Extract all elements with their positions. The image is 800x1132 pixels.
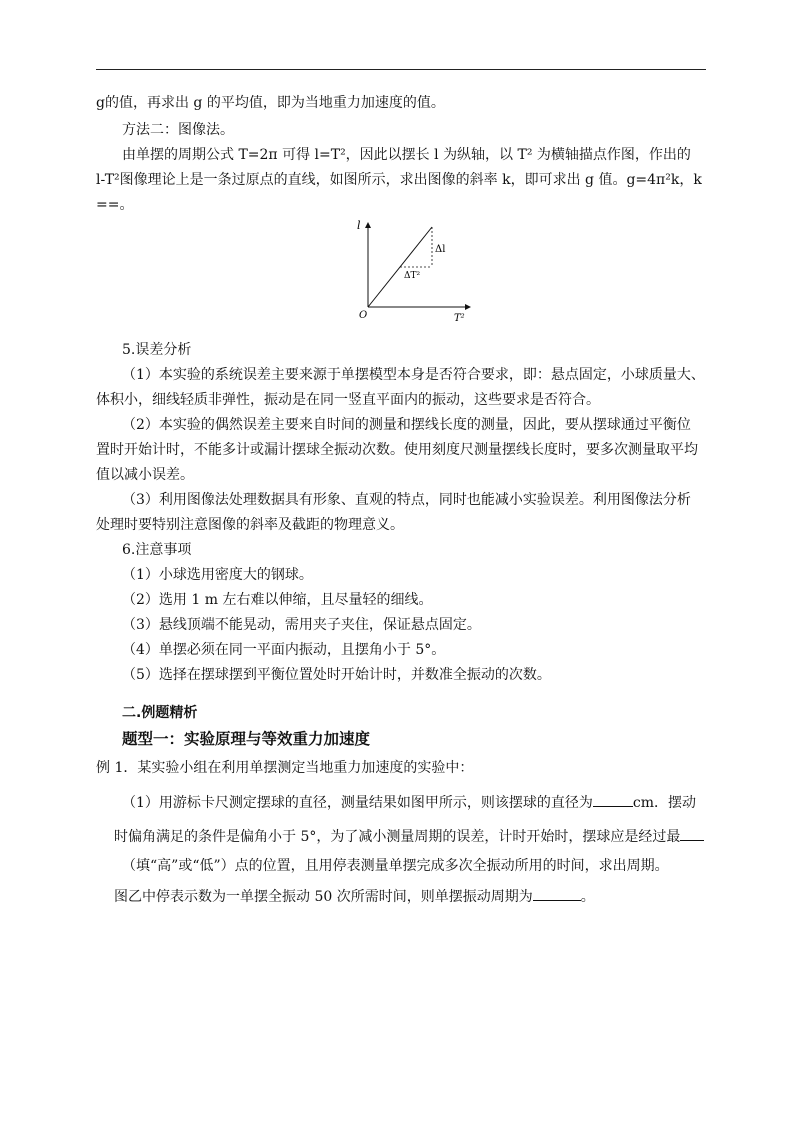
note-item-5: （5）选择在摆球摆到平衡位置处时开始计时，并数准全振动的次数。 xyxy=(122,667,551,683)
error-item-1b: 体积小，细线轻质非弹性，振动是在同一竖直平面内的振动，这些要求是否符合。 xyxy=(96,392,600,408)
diameter-answer-blank[interactable] xyxy=(593,792,633,807)
error-item-2a: （2）本实验的偶然误差主要来自时间的测量和摆线长度的测量，因此，要从摆球通过平衡位 xyxy=(122,417,691,433)
note-item-2: （2）选用 1 m 左右难以伸缩，且尽量轻的细线。 xyxy=(122,592,433,608)
error-item-2c: 值以减小误差。 xyxy=(96,467,194,483)
question-1b-text: 时偏角满足的条件是偏角小于 5°，为了减小测量周期的误差，计时开始时，摆球应是经过最 xyxy=(114,829,681,845)
section-6-title: 6.注意事项 xyxy=(122,542,192,558)
note-item-1: （1）小球选用密度大的钢球。 xyxy=(122,567,313,583)
question-1a-text: （1）用游标卡尺测定摆球的直径，测量结果如图甲所示，则该摆球的直径为 xyxy=(122,795,593,811)
period-answer-blank[interactable] xyxy=(533,886,581,901)
delta-l-label: Δl xyxy=(435,244,446,255)
x-axis-label: T² xyxy=(454,313,465,324)
origin-label: O xyxy=(359,310,368,321)
delta-t2-label: ΔT² xyxy=(404,271,421,281)
error-item-3a: （3）利用图像法处理数据具有形象、直观的特点，同时也能减小实验误差。利用图像法分析 xyxy=(122,492,691,508)
error-item-2b: 置时开始计时，不能多计或漏计摆球全振动次数。使用刻度尺测量摆线长度时，要多次测量取平均 xyxy=(96,442,698,458)
method-two-label: 方法二：图像法。 xyxy=(122,122,234,138)
question-type-heading: 题型一：实验原理与等效重力加速度 xyxy=(122,730,371,748)
note-item-3: （3）悬线顶端不能晃动，需用夹子夹住，保证悬点固定。 xyxy=(122,617,481,633)
text-line-3: 由单摆的周期公式 T=2π 可得 l=T²，因此以摆长 l 为纵轴，以 T² 为横轴描点作图，作出的 xyxy=(122,147,691,163)
question-1-line-d xyxy=(114,886,595,907)
example-1-stem: 例 1．某实验小组在利用单摆测定当地重力加速度的实验中： xyxy=(96,760,474,776)
text-line-4: l-T²图像理论上是一条过原点的直线，如图所示，求出图像的斜率 k，即可求出 g 值。g=4π²k，k xyxy=(96,172,702,188)
header-rule xyxy=(96,69,706,70)
question-1-line-a xyxy=(122,792,696,813)
error-item-3b: 处理时要特别注意图像的斜率及截距的物理意义。 xyxy=(96,517,404,533)
question-1a-tail: cm．摆动 xyxy=(632,795,697,811)
section-5-title: 5.误差分析 xyxy=(122,342,192,358)
section-heading-examples: 二.例题精析 xyxy=(122,705,198,721)
position-answer-blank[interactable] xyxy=(680,826,704,841)
text-line-1: g的值，再求出 g 的平均值，即为当地重力加速度的值。 xyxy=(96,95,445,111)
y-axis-label: l xyxy=(357,219,361,232)
question-1d-text: 图乙中停表示数为一单摆全振动 50 次所需时间，则单摆振动周期为 xyxy=(114,889,533,905)
l-t2-graph xyxy=(350,215,480,325)
question-1d-tail: 。 xyxy=(580,889,595,905)
error-item-1a: （1）本实验的系统误差主要来源于单摆模型本身是否符合要求，即：悬点固定，小球质量大、 xyxy=(122,367,705,383)
question-1-line-b xyxy=(114,826,704,847)
note-item-4: （4）单摆必须在同一平面内振动，且摆角小于 5°。 xyxy=(122,642,446,658)
text-line-5: ==。 xyxy=(96,197,134,213)
question-1-line-c: （填“高”或“低”）点的位置，且用停表测量单摆完成多次全振动所用的时间，求出周期。 xyxy=(122,858,669,874)
